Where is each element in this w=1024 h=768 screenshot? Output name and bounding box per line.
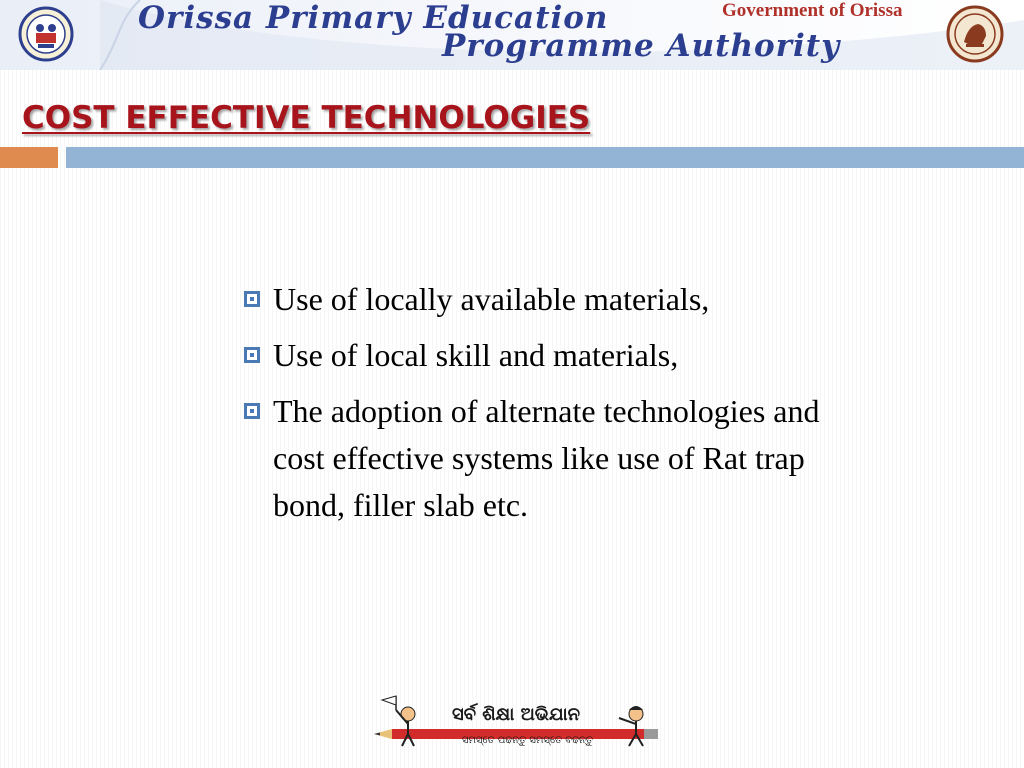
slide-title: COST EFFECTIVE TECHNOLOGIES: [22, 100, 591, 136]
bullet-item: [240, 276, 840, 323]
bullet-item: [240, 332, 840, 379]
bullet-list: [240, 276, 840, 538]
bullet-text: The adoption of alternate technologies and cost effective systems like use of Rat trap bond, filler slab etc.: [273, 393, 820, 523]
bullet-text: Use of locally available materials,: [273, 281, 710, 317]
square-bullet-icon: [244, 403, 260, 419]
banner-title-line1: Orissa Primary Education: [138, 0, 609, 36]
title-accent-bar-blue: [66, 147, 1024, 168]
opepa-emblem-icon: [18, 6, 74, 62]
footer-title: ସର୍ବ ଶିକ୍ଷା ଅଭିଯାନ: [452, 704, 581, 725]
square-bullet-icon: [244, 347, 260, 363]
title-accent-bar-orange: [0, 147, 58, 168]
bullet-item: [240, 388, 840, 529]
bullet-text: Use of local skill and materials,: [273, 337, 679, 373]
square-bullet-icon: [244, 291, 260, 307]
banner-title-line2: Programme Authority: [442, 28, 841, 64]
orissa-state-emblem-icon: [944, 4, 1006, 64]
footer-subtitle: ସମସ୍ତେ ପଢନ୍ତୁ ସମସ୍ତେ ବଢନ୍ତୁ: [462, 735, 594, 746]
government-label: Government of Orissa: [722, 0, 903, 21]
header-banner: [0, 0, 1024, 70]
